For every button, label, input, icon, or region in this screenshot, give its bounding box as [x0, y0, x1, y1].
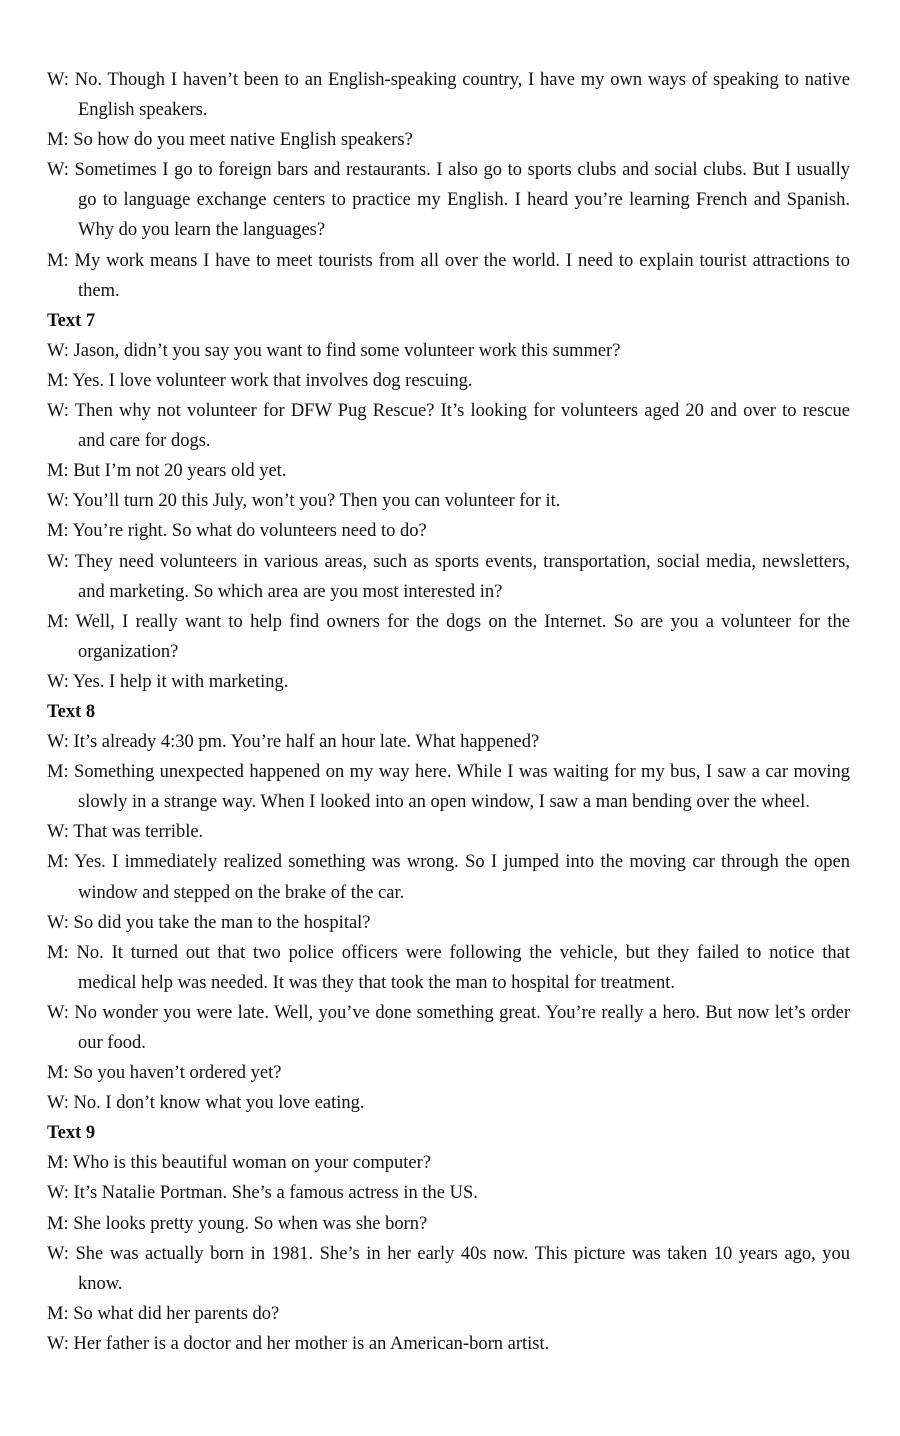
- speaker-label: M: [47, 1063, 64, 1084]
- utterance-text: Her father is a doctor and her mother is an American-born artist.: [73, 1333, 550, 1354]
- speaker-label: M: [47, 942, 64, 963]
- speaker-label: M: [47, 461, 64, 482]
- dialogue-line: [47, 667, 850, 697]
- speaker-label: W: [47, 732, 64, 753]
- speaker-label: W: [47, 1243, 64, 1264]
- dialogue-line: [47, 125, 850, 155]
- dialogue-line: [47, 155, 850, 245]
- utterance-text: You’re right. So what do volunteers need to do?: [72, 521, 427, 542]
- dialogue-line: [47, 607, 850, 667]
- dialogue-line: [47, 336, 850, 366]
- speaker-separator: :: [63, 1243, 76, 1264]
- utterance-text: She looks pretty young. So when was she born?: [73, 1213, 428, 1234]
- speaker-separator: :: [63, 491, 73, 512]
- utterance-text: My work means I have to meet tourists from all over the world. I need to explain tourist attractions to them.: [74, 250, 851, 301]
- speaker-separator: :: [63, 1213, 74, 1234]
- section-heading: Text 8: [47, 701, 96, 722]
- speaker-separator: :: [63, 1333, 74, 1354]
- speaker-label: W: [47, 912, 64, 933]
- speaker-label: W: [47, 160, 64, 181]
- speaker-label: W: [47, 1093, 64, 1114]
- utterance-text: It’s already 4:30 pm. You’re half an hour late. What happened?: [73, 732, 540, 753]
- dialogue-line: [47, 366, 850, 396]
- speaker-label: M: [47, 852, 64, 873]
- speaker-separator: :: [63, 70, 75, 90]
- speaker-separator: :: [63, 1303, 74, 1324]
- speaker-label: W: [47, 491, 64, 512]
- speaker-separator: :: [63, 1063, 74, 1084]
- speaker-separator: :: [63, 611, 76, 632]
- speaker-separator: :: [63, 401, 75, 422]
- speaker-label: W: [47, 340, 64, 361]
- dialogue-line: [47, 486, 850, 516]
- dialogue-line: [47, 1058, 850, 1088]
- utterance-text: They need volunteers in various areas, such as sports events, transportation, social media, newsletters, and marketing. So which area are you most interested in?: [74, 551, 851, 602]
- dialogue-line: [47, 1088, 850, 1118]
- utterance-text: She was actually born in 1981. She’s in her early 40s now. This picture was taken 10 years ago, you know.: [75, 1243, 851, 1294]
- speaker-label: W: [47, 401, 64, 422]
- dialogue-line: [47, 516, 850, 546]
- dialogue-line: [47, 396, 850, 456]
- dialogue-line: [47, 817, 850, 847]
- speaker-separator: :: [63, 340, 74, 361]
- speaker-separator: :: [63, 250, 75, 271]
- dialogue-line: [47, 65, 850, 125]
- speaker-separator: :: [63, 521, 73, 542]
- speaker-separator: :: [63, 822, 74, 843]
- section-heading: Text 9: [47, 1123, 96, 1144]
- dialogue-line: [47, 1299, 850, 1329]
- dialogue-line: [47, 1209, 850, 1239]
- speaker-label: W: [47, 671, 64, 692]
- utterance-text: Sometimes I go to foreign bars and restaurants. I also go to sports clubs and social clubs. But I usually go to language exchange centers to practice my English. I heard you’re learning French and Spanish. Why do you learn the languages?: [74, 160, 850, 241]
- transcript-document: [47, 65, 850, 1359]
- speaker-label: W: [47, 1333, 64, 1354]
- speaker-separator: :: [63, 762, 75, 783]
- dialogue-line: [47, 1329, 850, 1359]
- speaker-label: M: [47, 521, 64, 542]
- speaker-label: W: [47, 1002, 64, 1023]
- utterance-text: No. I don’t know what you love eating.: [73, 1093, 365, 1114]
- speaker-label: W: [47, 1183, 64, 1204]
- speaker-separator: :: [63, 370, 73, 391]
- speaker-separator: :: [63, 1002, 75, 1023]
- dialogue-line: [47, 757, 850, 817]
- utterance-text: That was terrible.: [73, 822, 204, 843]
- speaker-separator: :: [63, 1183, 74, 1204]
- utterance-text: No. Though I haven’t been to an English-speaking country, I have my own ways of speaking to native English speakers.: [74, 70, 851, 121]
- speaker-separator: :: [63, 551, 75, 572]
- speaker-label: M: [47, 1213, 64, 1234]
- utterance-text: No wonder you were late. Well, you’ve done something great. You’re really a hero. But now let’s order our food.: [74, 1002, 851, 1053]
- dialogue-line: [47, 246, 850, 306]
- section-heading: Text 7: [47, 310, 96, 331]
- speaker-label: W: [47, 551, 64, 572]
- dialogue-line: [47, 1178, 850, 1208]
- speaker-separator: :: [63, 1153, 73, 1174]
- speaker-label: M: [47, 130, 64, 151]
- speaker-separator: :: [63, 160, 75, 181]
- dialogue-line: [47, 547, 850, 607]
- utterance-text: So what did her parents do?: [73, 1303, 280, 1324]
- dialogue-line: [47, 908, 850, 938]
- utterance-text: Something unexpected happened on my way here. While I was waiting for my bus, I saw a car moving slowly in a strange way. When I looked into an open window, I saw a man bending over the wheel.: [74, 762, 850, 813]
- dialogue-line: [47, 1239, 850, 1299]
- dialogue-line: [47, 847, 850, 907]
- utterance-text: Well, I really want to help find owners for the dogs on the Internet. So are you a volunteer for the organization?: [75, 611, 851, 662]
- utterance-text: Then why not volunteer for DFW Pug Rescue? It’s looking for volunteers aged 20 and over to rescue and care for dogs.: [74, 401, 850, 452]
- utterance-text: So you haven’t ordered yet?: [73, 1063, 282, 1084]
- speaker-label: M: [47, 250, 64, 271]
- dialogue-line: [47, 1148, 850, 1178]
- utterance-text: So did you take the man to the hospital?: [73, 912, 371, 933]
- utterance-text: No. It turned out that two police officers were following the vehicle, but they failed to notice that medical help was needed. It was they that took the man to hospital for treatment.: [76, 942, 851, 993]
- utterance-text: But I’m not 20 years old yet.: [73, 461, 287, 482]
- speaker-separator: :: [63, 942, 77, 963]
- speaker-label: M: [47, 1303, 64, 1324]
- utterance-text: Yes. I immediately realized something was wrong. So I jumped into the moving car through the open window and stepped on the brake of the car.: [74, 852, 850, 903]
- speaker-label: M: [47, 370, 64, 391]
- speaker-separator: :: [63, 130, 74, 151]
- speaker-label: M: [47, 1153, 64, 1174]
- dialogue-line: [47, 727, 850, 757]
- utterance-text: Jason, didn’t you say you want to find some volunteer work this summer?: [73, 340, 621, 361]
- speaker-separator: :: [63, 1093, 74, 1114]
- speaker-separator: :: [63, 671, 73, 692]
- utterance-text: You’ll turn 20 this July, won’t you? Then you can volunteer for it.: [72, 491, 561, 512]
- speaker-separator: :: [63, 461, 74, 482]
- speaker-label: M: [47, 762, 64, 783]
- utterance-text: So how do you meet native English speakers?: [73, 130, 413, 151]
- speaker-label: W: [47, 70, 64, 90]
- utterance-text: It’s Natalie Portman. She’s a famous actress in the US.: [73, 1183, 478, 1204]
- dialogue-line: [47, 998, 850, 1058]
- speaker-separator: :: [63, 852, 75, 873]
- speaker-separator: :: [63, 912, 74, 933]
- dialogue-line: [47, 456, 850, 486]
- speaker-separator: :: [63, 732, 74, 753]
- speaker-label: M: [47, 611, 64, 632]
- utterance-text: Yes. I help it with marketing.: [72, 671, 289, 692]
- speaker-label: W: [47, 822, 64, 843]
- dialogue-line: [47, 938, 850, 998]
- utterance-text: Who is this beautiful woman on your computer?: [72, 1153, 431, 1174]
- utterance-text: Yes. I love volunteer work that involves dog rescuing.: [72, 370, 473, 391]
